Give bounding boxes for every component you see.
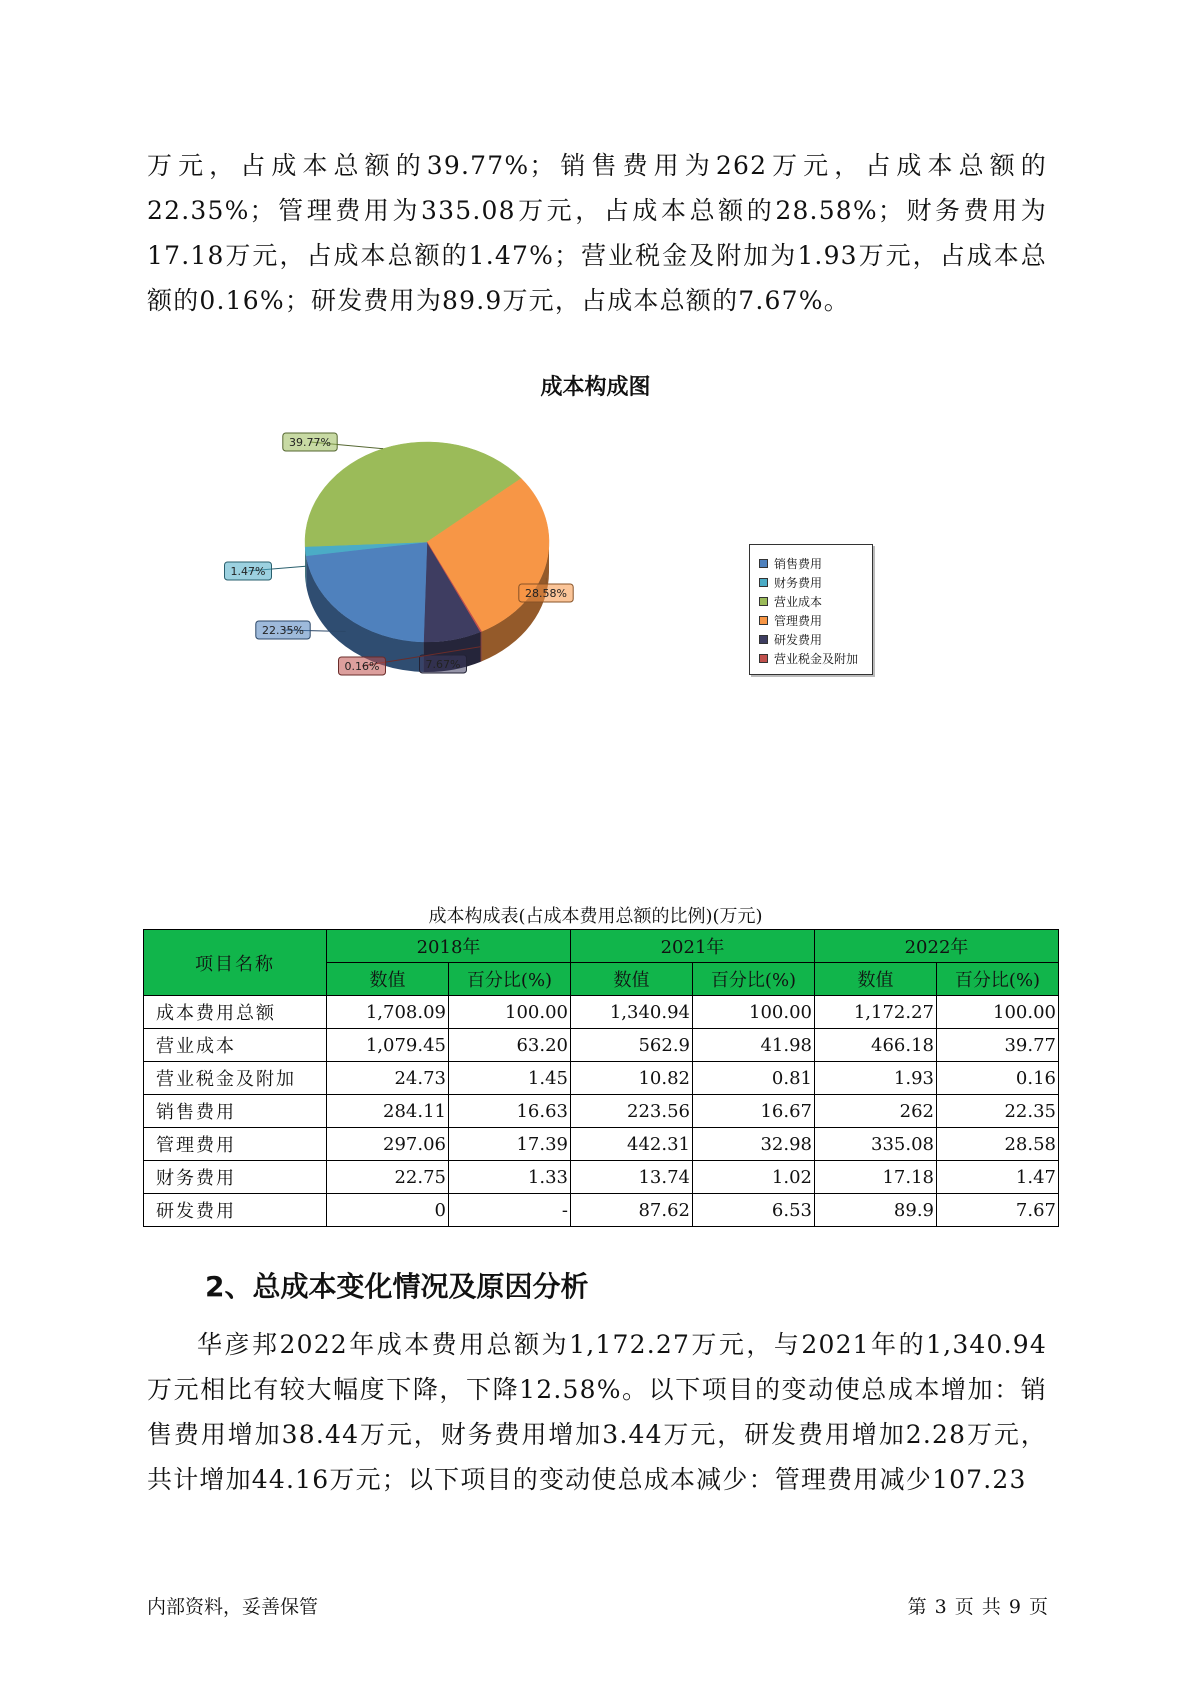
row-label: 财务费用: [144, 1161, 327, 1194]
table-cell: 100.00: [937, 996, 1059, 1029]
row-label: 管理费用: [144, 1128, 327, 1161]
table-row: [144, 1095, 1059, 1128]
year-header: 2018年: [327, 930, 571, 963]
table-cell: 284.11: [327, 1095, 449, 1128]
chart-title: 成本构成图: [540, 375, 651, 400]
table-cell: 22.75: [327, 1161, 449, 1194]
legend-item: [759, 592, 872, 611]
table-cell: 39.77: [937, 1029, 1059, 1062]
table-cell: 16.67: [693, 1095, 815, 1128]
intro-paragraph: 万元，占成本总额的39.77%；销售费用为262万元，占成本总额的22.35%；管理费用为335.08万元，占成本总额的28.58%；财务费用为17.18万元，占成本总额的1.47%；营业税金及附加为1.93万元，占成本总额的0.16%；研发费用为89.9万元，占成本总额的7.67%。: [147, 151, 1047, 315]
row-label: 销售费用: [144, 1095, 327, 1128]
legend-swatch: [759, 597, 768, 606]
legend-label: 管理费用: [774, 614, 823, 628]
table-cell: 223.56: [571, 1095, 693, 1128]
row-label: 营业成本: [144, 1029, 327, 1062]
table-cell: 0.81: [693, 1062, 815, 1095]
table-cell: 1,172.27: [815, 996, 937, 1029]
percent-subheader: 百分比(%): [937, 963, 1059, 996]
table-row: [144, 996, 1059, 1029]
legend-item: [759, 649, 872, 668]
table-cell: 0.16: [937, 1062, 1059, 1095]
pie-data-label: 0.16%: [344, 660, 380, 673]
table-cell: 87.62: [571, 1194, 693, 1227]
legend-label: 营业税金及附加: [774, 652, 859, 666]
row-label: 营业税金及附加: [144, 1062, 327, 1095]
table-row: [144, 1161, 1059, 1194]
table-cell: 10.82: [571, 1062, 693, 1095]
table-cell: 89.9: [815, 1194, 937, 1227]
value-subheader: 数值: [327, 963, 449, 996]
legend-swatch: [759, 578, 768, 587]
pie-data-label: 39.77%: [289, 436, 331, 449]
table-cell: 1.45: [449, 1062, 571, 1095]
table-cell: 24.73: [327, 1062, 449, 1095]
table-cell: 100.00: [449, 996, 571, 1029]
section-heading: 2、总成本变化情况及原因分析: [205, 1270, 589, 1303]
legend-item: [759, 573, 872, 592]
legend-item: [759, 611, 872, 630]
chart-legend: [749, 544, 873, 675]
legend-label: 财务费用: [774, 576, 823, 590]
cost-pie-chart: [200, 425, 680, 685]
table-cell: 22.35: [937, 1095, 1059, 1128]
pie-data-label: 22.35%: [262, 624, 304, 637]
table-cell: 13.74: [571, 1161, 693, 1194]
pie-data-label: 28.58%: [525, 587, 567, 600]
legend-item: [759, 554, 872, 573]
table-cell: 562.9: [571, 1029, 693, 1062]
table-cell: 335.08: [815, 1128, 937, 1161]
table-cell: 1.02: [693, 1161, 815, 1194]
legend-label: 研发费用: [774, 633, 823, 647]
table-cell: 466.18: [815, 1029, 937, 1062]
value-subheader: 数值: [815, 963, 937, 996]
table-row: [144, 1029, 1059, 1062]
table-cell: 1.33: [449, 1161, 571, 1194]
footer-page-number: 第 3 页 共 9 页: [907, 1596, 1049, 1618]
table-cell: 1,340.94: [571, 996, 693, 1029]
cost-structure-table: [143, 929, 1059, 1227]
legend-swatch: [759, 616, 768, 625]
table-cell: 100.00: [693, 996, 815, 1029]
table-cell: 262: [815, 1095, 937, 1128]
percent-subheader: 百分比(%): [693, 963, 815, 996]
table-row: [144, 1128, 1059, 1161]
table-cell: 1,079.45: [327, 1029, 449, 1062]
legend-label: 销售费用: [774, 557, 823, 571]
item-name-header: 项目名称: [144, 930, 327, 996]
table-cell: 16.63: [449, 1095, 571, 1128]
analysis-paragraph: 华彦邦2022年成本费用总额为1,172.27万元，与2021年的1,340.94万元相比有较大幅度下降，下降12.58%。以下项目的变动使总成本增加：销售费用增加38.44万元，财务费用增加3.44万元，研发费用增加2.28万元，共计增加44.16万元；以下项目的变动使总成本减少：管理费用减少107.23: [147, 1330, 1047, 1494]
table-cell: 1.93: [815, 1062, 937, 1095]
legend-swatch: [759, 559, 768, 568]
table-cell: 1.47: [937, 1161, 1059, 1194]
pie-data-label: 1.47%: [230, 565, 266, 578]
legend-item: [759, 630, 872, 649]
legend-swatch: [759, 654, 768, 663]
table-cell: 28.58: [937, 1128, 1059, 1161]
percent-subheader: 百分比(%): [449, 963, 571, 996]
table-cell: 17.18: [815, 1161, 937, 1194]
pie-slice: [306, 542, 427, 642]
legend-label: 营业成本: [774, 595, 823, 609]
year-header: 2022年: [815, 930, 1059, 963]
row-label: 成本费用总额: [144, 996, 327, 1029]
table-row: [144, 1194, 1059, 1227]
table-caption: 成本构成表(占成本费用总额的比例)(万元): [428, 906, 763, 927]
footer-confidential-note: 内部资料，妥善保管: [147, 1596, 319, 1618]
legend-swatch: [759, 635, 768, 644]
row-label: 研发费用: [144, 1194, 327, 1227]
table-cell: 297.06: [327, 1128, 449, 1161]
table-cell: 1,708.09: [327, 996, 449, 1029]
table-cell: 32.98: [693, 1128, 815, 1161]
table-cell: 17.39: [449, 1128, 571, 1161]
year-header: 2021年: [571, 930, 815, 963]
pie-data-label: 7.67%: [425, 658, 461, 671]
table-cell: 63.20: [449, 1029, 571, 1062]
table-cell: 41.98: [693, 1029, 815, 1062]
value-subheader: 数值: [571, 963, 693, 996]
table-cell: 0: [327, 1194, 449, 1227]
table-cell: 6.53: [693, 1194, 815, 1227]
table-cell: 7.67: [937, 1194, 1059, 1227]
table-cell: 442.31: [571, 1128, 693, 1161]
table-row: [144, 1062, 1059, 1095]
table-cell: -: [449, 1194, 571, 1227]
